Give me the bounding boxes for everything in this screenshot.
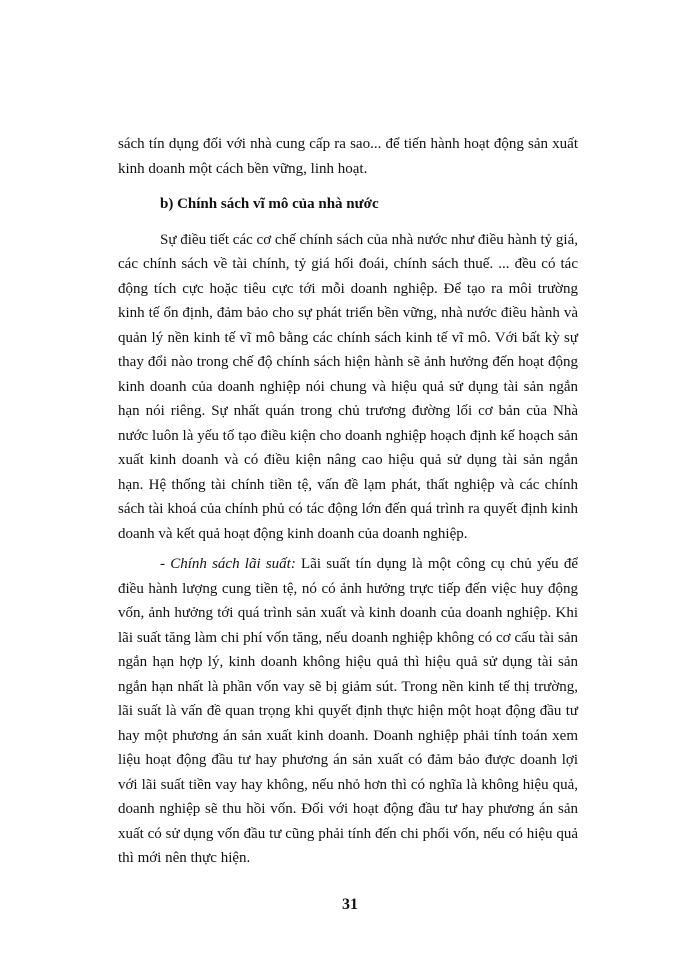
paragraph-interest-policy <box>118 552 578 871</box>
paragraph-continuation: sách tín dụng đối với nhà cung cấp ra sao... để tiến hành hoạt động sản xuất kinh doanh một cách bền vững, linh hoạt. <box>118 136 578 177</box>
interest-policy-label: - Chính sách lãi suất: <box>160 556 296 572</box>
section-heading: b) Chính sách vĩ mô của nhà nước <box>160 196 379 212</box>
interest-policy-body: Lãi suất tín dụng là một công cụ chủ yếu để điều hành lượng cung tiền tệ, nó có ảnh hưởng trực tiếp đến việc huy động vốn, ảnh hưởng tới quá trình sản xuất và kinh doanh của doanh nghiệp. Khi lãi suất tăng làm chi phí vốn tăng, nếu doanh nghiệp không có cơ cấu tài sản ngắn hạn hợp lý, kinh doanh không hiệu quả thì hiệu quả sử dụng tài sản ngắn hạn nhất là phần vốn vay sẽ bị giảm sút. Trong nền kinh tế thị trường, lãi suất là vấn đề quan trọng khi quyết định thực hiện một hoạt động đầu tư hay một phương án sản xuất kinh doanh. Doanh nghiệp phải tính toán xem liệu hoạt động đầu tư hay phương án sản xuất có đảm bảo được doanh lợi với lãi suất tiền vay hay không, nếu nhỏ hơn thì có nghĩa là không hiệu quả, doanh nghiệp sẽ thu hồi vốn. Đối với hoạt động đầu tư hay phương án sản xuất có sử dụng vốn đầu tư cũng phải tính đến chi phối vốn, nếu có hiệu quả thì mới nên thực hiện. <box>118 556 579 866</box>
page-number: 31 <box>342 896 358 913</box>
page-body <box>118 132 578 871</box>
paragraph-macro-policy: Sự điều tiết các cơ chế chính sách của nhà nước như điều hành tỷ giá, các chính sách về tài chính, tỷ giá hối đoái, chính sách thuế. ... đều có tác động tích cực hoặc tiêu cực tới mỗi doanh nghiệp. Để tạo ra môi trường kinh tế ổn định, đảm bảo cho sự phát triển bền vững, nhà nước điều hành và quản lý nền kinh tế vĩ mô bằng các chính sách kinh tế vĩ mô. Với bất kỳ sự thay đổi nào trong chế độ chính sách hiện hành sẽ ảnh hưởng đến hoạt động kinh doanh của doanh nghiệp nói chung và hiệu quả sử dụng tài sản ngắn hạn nói riêng. Sự nhất quán trong chủ trương đường lối cơ bản của Nhà nước luôn là yếu tố tạo điều kiện cho doanh nghiệp hoạch định kế hoạch sản xuất kinh doanh và có điều kiện nâng cao hiệu quả sử dụng tài sản ngắn hạn. Hệ thống tài chính tiền tệ, vấn đề lạm phát, thất nghiệp và các chính sách tài khoá của chính phủ có tác động lớn đến quá trình ra quyết định kinh doanh và kết quả hoạt động kinh doanh của doanh nghiệp. <box>118 231 578 542</box>
